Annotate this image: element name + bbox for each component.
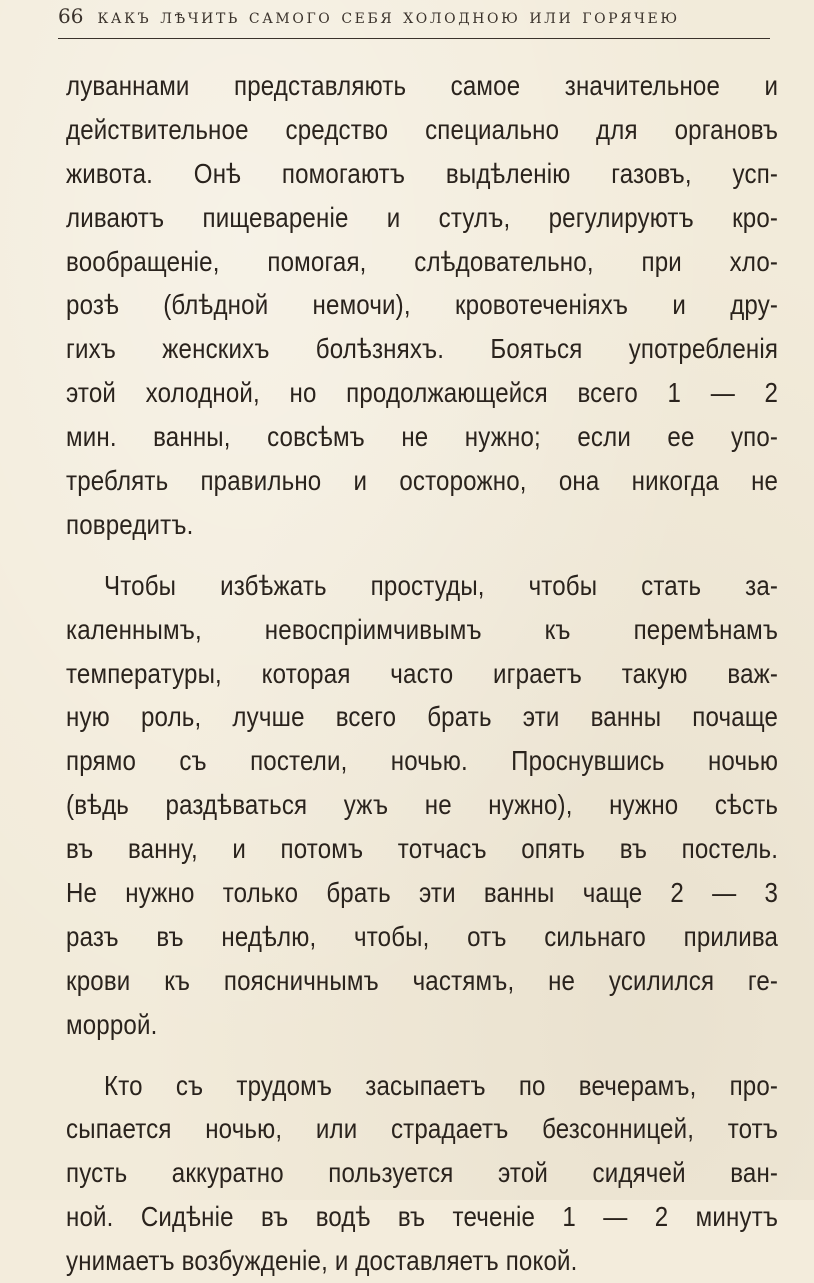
text-line: сыпается ночью, или страдаетъ безсонницей, тотъ — [66, 1113, 779, 1145]
text-line: розѣ (блѣдной немочи), кровотеченіяхъ и дру- — [66, 289, 779, 321]
text-line: каленнымъ, невоспріимчивымъ къ перемѣнамъ — [66, 613, 779, 645]
paragraph — [66, 64, 778, 547]
header-rule — [58, 38, 770, 39]
text-line: Чтобы избѣжать простуды, чтобы стать за- — [104, 569, 779, 601]
text-line: ную роль, лучше всего брать эти ванны почаще — [66, 701, 779, 733]
body-text — [66, 64, 778, 1283]
text-line: ливаютъ пищевареніе и стулъ, регулируютъ кро- — [66, 201, 779, 233]
text-line: этой холодной, но продолжающейся всего 1 — 2 — [66, 377, 779, 409]
text-line: разъ въ недѣлю, чтобы, отъ сильнаго прилива — [66, 920, 779, 952]
running-head — [58, 4, 770, 38]
paragraph — [66, 1064, 778, 1283]
text-line: температуры, которая часто играетъ такую важ- — [66, 657, 779, 689]
paragraph-gap — [66, 547, 778, 564]
text-line: моррой. — [66, 1008, 158, 1040]
text-line: унимаетъ возбужденіе, и доставляетъ покой. — [66, 1245, 578, 1277]
text-line: треблять правильно и осторожно, она никогда не — [66, 465, 779, 497]
text-line: (вѣдь раздѣваться ужъ не нужно), нужно сѣсть — [66, 789, 779, 821]
text-line: въ ванну, и потомъ тотчасъ опять въ постель. — [66, 833, 779, 865]
text-line: крови къ поясничнымъ частямъ, не усилился ге- — [66, 964, 779, 996]
running-title: какъ лѣчить самого себя холодною или горячею — [97, 4, 680, 28]
text-line: действительное средство специально для органовъ — [66, 113, 779, 145]
page-number: 66 — [58, 4, 84, 28]
text-line: повредитъ. — [66, 508, 194, 540]
text-line: мин. ванны, совсѣмъ не нужно; если ее упо- — [66, 421, 779, 453]
text-line: пусть аккуратно пользуется этой сидячей ван- — [66, 1157, 779, 1189]
text-line: ной. Сидѣніе въ водѣ въ теченіе 1 — 2 минутъ — [66, 1201, 779, 1233]
text-line: Кто съ трудомъ засыпаетъ по вечерамъ, про- — [104, 1069, 779, 1101]
paragraph — [66, 564, 778, 1047]
text-line: луваннами представляють самое значительное и — [66, 70, 779, 101]
text-line: гихъ женскихъ болѣзняхъ. Бояться употребленія — [66, 333, 779, 365]
text-line: живота. Онѣ помогаютъ выдѣленію газовъ, усп- — [66, 157, 779, 189]
paragraph-gap — [66, 1047, 778, 1064]
text-line: прямо съ постели, ночью. Проснувшись ночью — [66, 745, 779, 777]
text-line: Не нужно только брать эти ванны чаще 2 — 3 — [66, 877, 779, 909]
text-line: вообращеніе, помогая, слѣдовательно, при хло- — [66, 245, 779, 277]
